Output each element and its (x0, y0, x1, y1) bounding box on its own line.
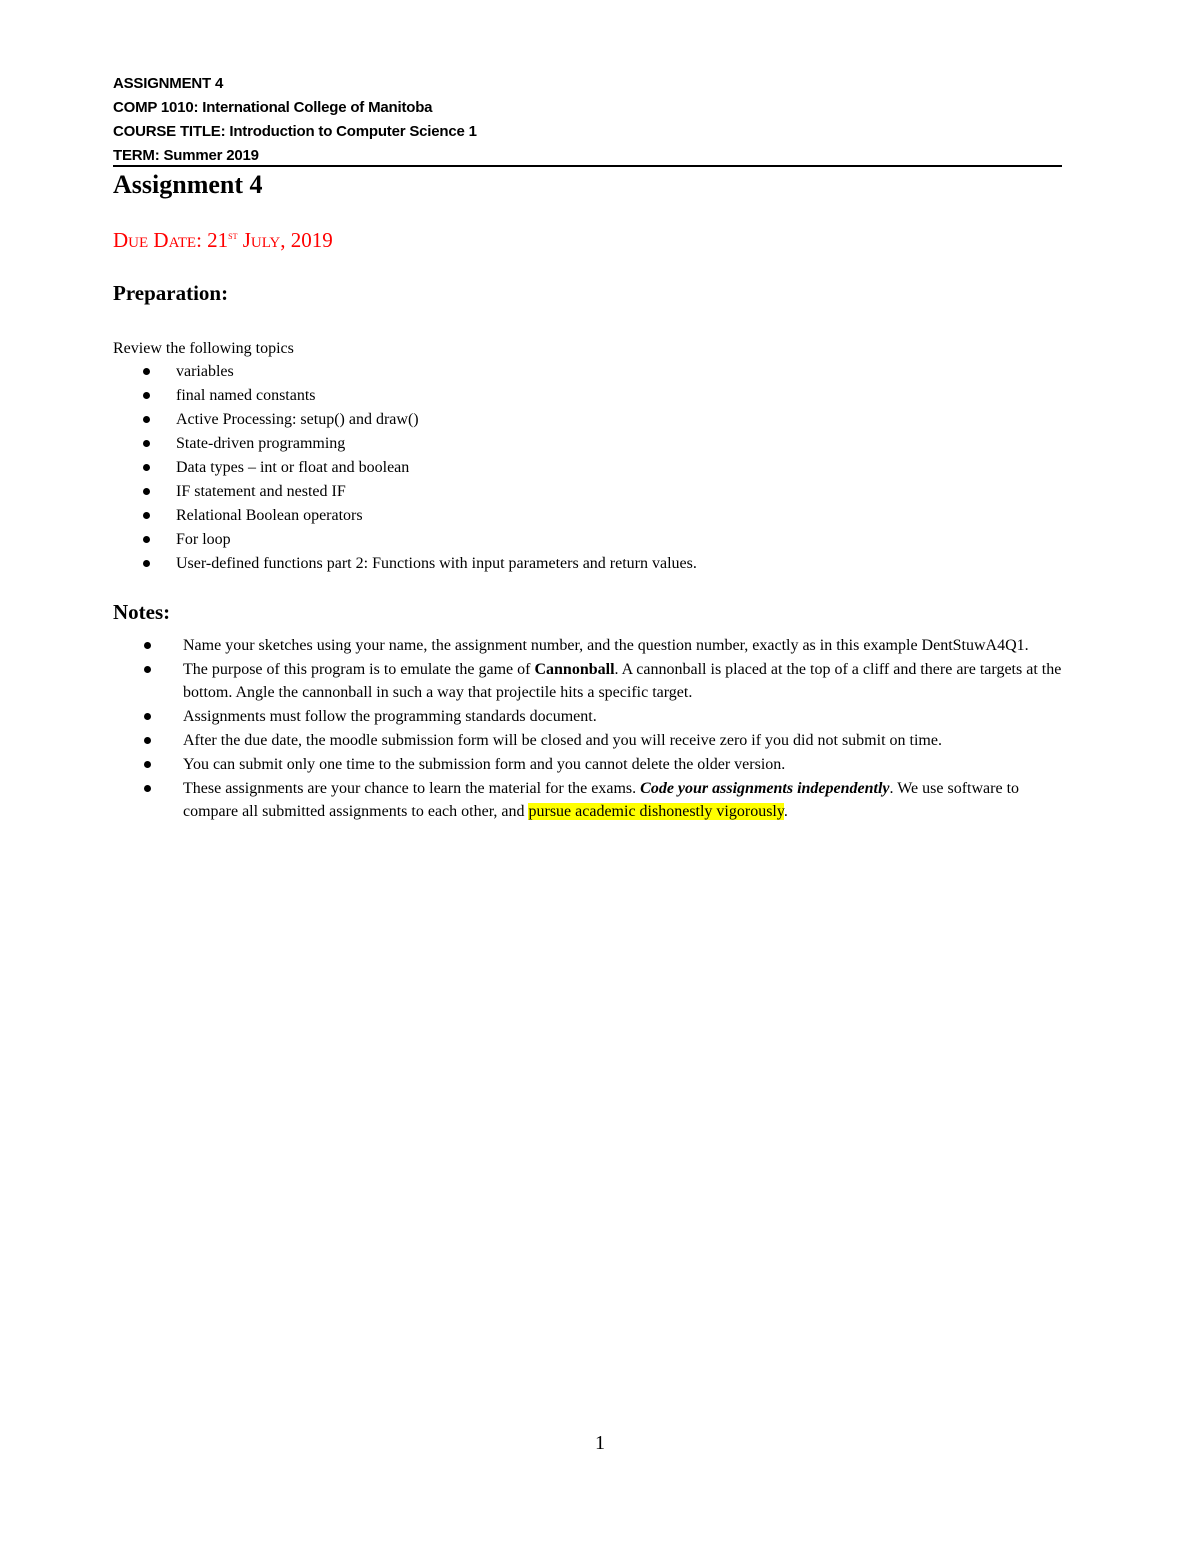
topic-list (113, 361, 697, 577)
topic-text: Data types – int or float and boolean (176, 459, 410, 476)
topic-item (113, 457, 697, 481)
note-item (113, 753, 1063, 776)
topic-item (113, 505, 697, 529)
bullet-icon (143, 416, 150, 423)
note-emphasis: Code your assignments independently (640, 780, 890, 798)
header-divider (113, 165, 1062, 167)
note-item (113, 658, 1063, 704)
review-intro-text: Review the following topics (113, 340, 294, 357)
bullet-icon (144, 761, 151, 768)
topic-text: For loop (176, 531, 231, 548)
topic-item (113, 361, 697, 385)
topic-text: Relational Boolean operators (176, 507, 363, 524)
bullet-icon (143, 368, 150, 375)
bullet-icon (144, 642, 151, 649)
header-assignment-line: ASSIGNMENT 4 (113, 75, 224, 92)
topic-text: variables (176, 363, 234, 380)
due-date-superscript: st (228, 228, 238, 242)
note-item (113, 634, 1063, 657)
due-date-suffix: July, 2019 (237, 228, 333, 252)
bullet-icon (144, 785, 151, 792)
topic-item (113, 529, 697, 553)
note-item (113, 705, 1063, 728)
bullet-icon (143, 464, 150, 471)
due-date-prefix: Due Date: 21 (113, 228, 229, 252)
note-text: Name your sketches using your name, the assignment number, and the question number, exactly as in this example DentStuwA4Q1. (183, 637, 1029, 654)
note-text-after: . A cannonball is placed at the top of a cliff and there are targets at the bottom. Angle the cannonball in such a way that projectile hits a specific target. (183, 661, 1062, 702)
topic-item (113, 481, 697, 505)
note-text (183, 780, 1019, 820)
bullet-icon (143, 536, 150, 543)
note-text-before: These assignments are your chance to learn the material for the exams. (183, 780, 641, 798)
bullet-icon (144, 713, 151, 720)
note-text: Assignments must follow the programming standards document. (183, 708, 597, 726)
topic-text: User-defined functions part 2: Functions with input parameters and return values. (176, 555, 697, 572)
note-text: You can submit only one time to the submission form and you cannot delete the older version. (183, 756, 786, 774)
topic-text: final named constants (176, 387, 316, 404)
due-date (113, 226, 333, 254)
bullet-icon (143, 392, 150, 399)
bullet-icon (143, 488, 150, 495)
topic-item (113, 385, 697, 409)
page-number: 1 (595, 1432, 605, 1454)
note-text-before: The purpose of this program is to emulate the game of (183, 661, 535, 678)
highlighted-warning: pursue academic dishonestly vigorously (528, 803, 784, 821)
note-text (183, 661, 1061, 701)
topic-item (113, 409, 697, 433)
bullet-icon (143, 440, 150, 447)
topic-text: Active Processing: setup() and draw() (176, 411, 419, 428)
notes-heading: Notes: (113, 600, 171, 624)
bullet-icon (144, 737, 151, 744)
preparation-heading: Preparation: (113, 281, 229, 305)
topic-item (113, 553, 697, 577)
header-course-line: COMP 1010: International College of Manitoba (113, 99, 433, 116)
note-text-after: . (783, 803, 788, 821)
page-title: Assignment 4 (113, 170, 263, 199)
notes-list (113, 634, 1063, 824)
header-term-line: TERM: Summer 2019 (113, 147, 259, 164)
bullet-icon (143, 560, 150, 567)
topic-text: State-driven programming (176, 435, 346, 452)
bullet-icon (144, 666, 151, 673)
bullet-icon (143, 512, 150, 519)
document-header (113, 72, 1061, 168)
note-item (113, 777, 1063, 823)
topic-text: IF statement and nested IF (176, 483, 346, 500)
header-course-title-line: COURSE TITLE: Introduction to Computer Science 1 (113, 123, 477, 140)
note-bold-term: Cannonball (534, 661, 615, 678)
topic-item (113, 433, 697, 457)
note-text: After the due date, the moodle submission form will be closed and you will receive zero if you did not submit on time. (183, 732, 942, 750)
note-text-middle: . We use software to compare all submitted assignments to each other, and (183, 780, 1020, 821)
note-item (113, 729, 1063, 752)
